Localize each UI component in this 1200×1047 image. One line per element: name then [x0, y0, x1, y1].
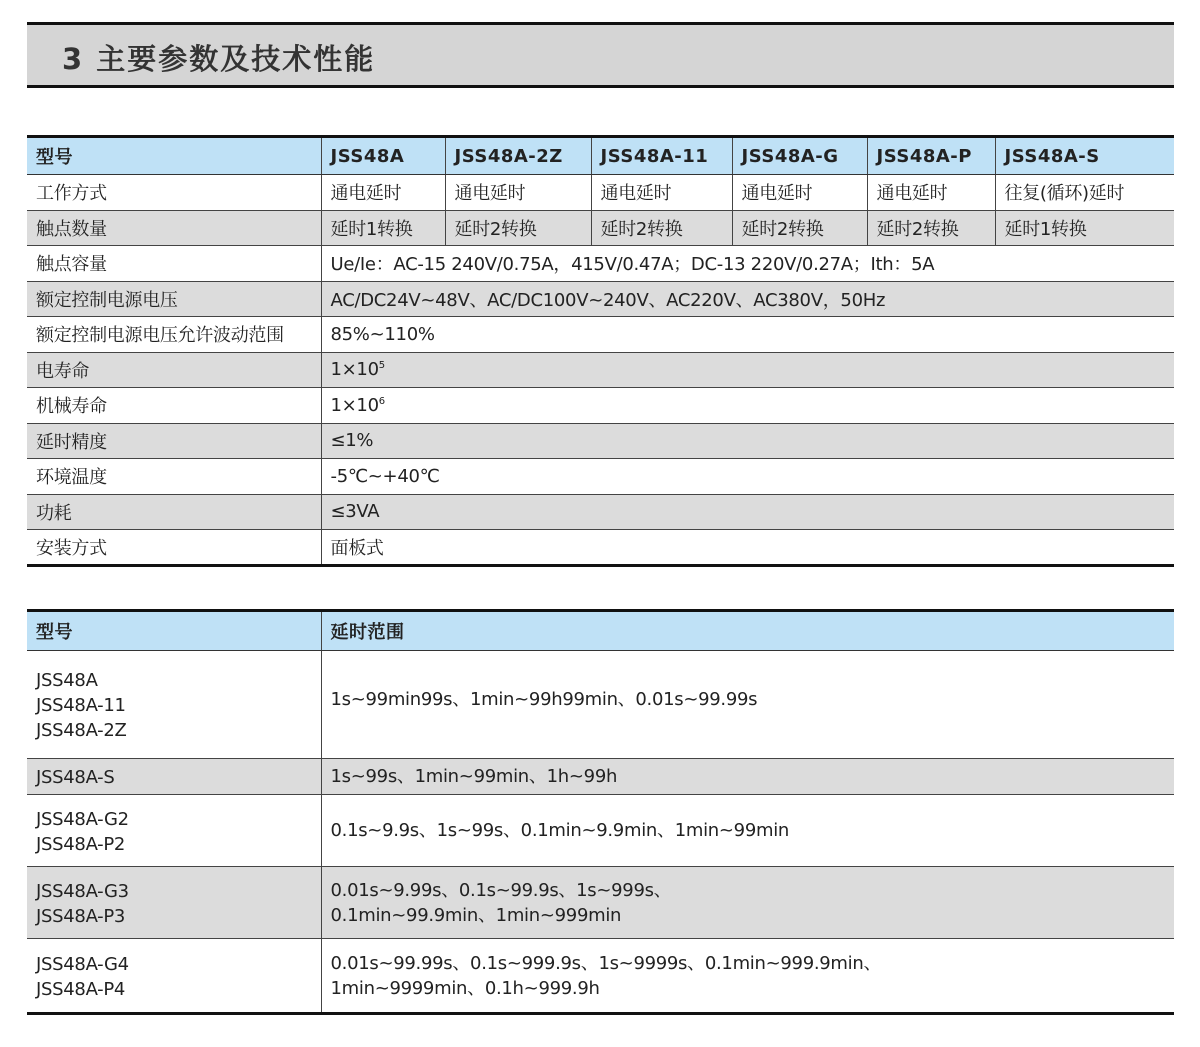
- spec-header-row: [27, 137, 1174, 175]
- model-name: JSS48A-G4: [36, 953, 129, 975]
- row-value: ≤1%: [321, 423, 1174, 459]
- cell-value: 通电延时: [321, 175, 445, 211]
- spec-row: [27, 246, 1174, 282]
- model-name: JSS48A-P2: [36, 833, 126, 855]
- model-header: JSS48A: [321, 137, 445, 175]
- model-list: [27, 939, 321, 1014]
- model-name: JSS48A-11: [36, 695, 126, 716]
- row-label: 机械寿命: [27, 388, 321, 424]
- row-label: 额定控制电源电压: [27, 281, 321, 317]
- row-label: 延时精度: [27, 423, 321, 459]
- cell-value: 通电延时: [445, 175, 591, 211]
- model-list: [27, 795, 321, 867]
- row-value: AC/DC24V~48V、AC/DC100V~240V、AC220V、AC380V，50Hz: [321, 281, 1174, 317]
- row-value: Ue/Ie：AC-15 240V/0.75A，415V/0.47A；DC-13 220V/0.27A；Ith：5A: [321, 246, 1174, 282]
- range-line: 1s~99s、1min~99min、1h~99h: [330, 766, 618, 787]
- row-value: ≤3VA: [321, 494, 1174, 530]
- exponent: 5: [378, 360, 385, 372]
- cell-value: 延时2转换: [591, 210, 732, 246]
- model-name: JSS48A-G2: [36, 808, 129, 830]
- exponent: 6: [378, 395, 385, 407]
- range-row: [27, 867, 1174, 939]
- contact-count-row: [27, 210, 1174, 246]
- model-header: JSS48A-S: [995, 137, 1174, 175]
- cell-value: 延时2转换: [732, 210, 867, 246]
- model-name: JSS48A-G3: [36, 880, 129, 902]
- cell-value: 通电延时: [591, 175, 732, 211]
- delay-range: [321, 651, 1174, 759]
- cell-value: 通电延时: [732, 175, 867, 211]
- model-name: JSS48A-S: [36, 767, 115, 788]
- spec-table: [27, 135, 1174, 567]
- delay-range: [321, 939, 1174, 1014]
- cell-value: 往复(循环)延时: [995, 175, 1174, 211]
- range-line: 0.1min~99.9min、1min~999min: [330, 904, 622, 926]
- spec-row: [27, 281, 1174, 317]
- row-label: 工作方式: [27, 175, 321, 211]
- model-list: [27, 651, 321, 759]
- spec-row: [27, 459, 1174, 495]
- range-line: 0.01s~9.99s、0.1s~99.9s、1s~999s、: [330, 879, 672, 901]
- delay-range: [321, 867, 1174, 939]
- range-line: 0.1s~9.9s、1s~99s、0.1min~9.9min、1min~99min: [330, 820, 790, 841]
- row-label: 触点容量: [27, 246, 321, 282]
- range-line: 1min~9999min、0.1h~999.9h: [330, 977, 600, 999]
- range-line: 1s~99min99s、1min~99h99min、0.01s~99.99s: [330, 689, 758, 710]
- model-list: [27, 867, 321, 939]
- section-header: [27, 22, 1174, 88]
- cell-value: 延时1转换: [995, 210, 1174, 246]
- range-table: [27, 609, 1174, 1015]
- range-row: [27, 651, 1174, 759]
- model-header: JSS48A-P: [867, 137, 995, 175]
- cell-value: 延时2转换: [867, 210, 995, 246]
- spec-row: [27, 317, 1174, 353]
- cell-value: 通电延时: [867, 175, 995, 211]
- row-value: -5℃~+40℃: [321, 459, 1174, 495]
- spec-row: [27, 352, 1174, 388]
- row-value: [321, 388, 1174, 424]
- range-row: [27, 795, 1174, 867]
- spec-row: [27, 423, 1174, 459]
- spec-row: [27, 494, 1174, 530]
- row-label: 环境温度: [27, 459, 321, 495]
- range-line: 0.01s~99.99s、0.1s~999.9s、1s~9999s、0.1min~999.9min、: [330, 952, 882, 974]
- working-mode-row: [27, 175, 1174, 211]
- range-row: [27, 939, 1174, 1014]
- delay-range: [321, 759, 1174, 795]
- model-header: JSS48A-2Z: [445, 137, 591, 175]
- row-label: 电寿命: [27, 352, 321, 388]
- value-text: 1×10: [330, 394, 379, 416]
- cell-value: 延时2转换: [445, 210, 591, 246]
- row-label: 安装方式: [27, 530, 321, 566]
- row-label: 功耗: [27, 494, 321, 530]
- header-label: 型号: [27, 137, 321, 175]
- model-header: JSS48A-G: [732, 137, 867, 175]
- model-name: JSS48A-P3: [36, 905, 126, 927]
- cell-value: 延时1转换: [321, 210, 445, 246]
- model-column-header: 型号: [27, 611, 321, 651]
- model-list: [27, 759, 321, 795]
- row-label: 触点数量: [27, 210, 321, 246]
- row-value: [321, 352, 1174, 388]
- section-title: 3 主要参数及技术性能: [62, 42, 376, 76]
- delay-range: [321, 795, 1174, 867]
- value-text: 1×10: [330, 359, 379, 381]
- model-header: JSS48A-11: [591, 137, 732, 175]
- row-value: 面板式: [321, 530, 1174, 566]
- spec-row: [27, 388, 1174, 424]
- row-value: 85%~110%: [321, 317, 1174, 353]
- range-header-row: [27, 611, 1174, 651]
- spec-row: [27, 530, 1174, 566]
- model-name: JSS48A: [36, 670, 98, 691]
- row-label: 额定控制电源电压允许波动范围: [27, 317, 321, 353]
- range-column-header: 延时范围: [321, 611, 1174, 651]
- model-name: JSS48A-P4: [36, 978, 126, 1000]
- model-name: JSS48A-2Z: [36, 720, 127, 741]
- range-row: [27, 759, 1174, 795]
